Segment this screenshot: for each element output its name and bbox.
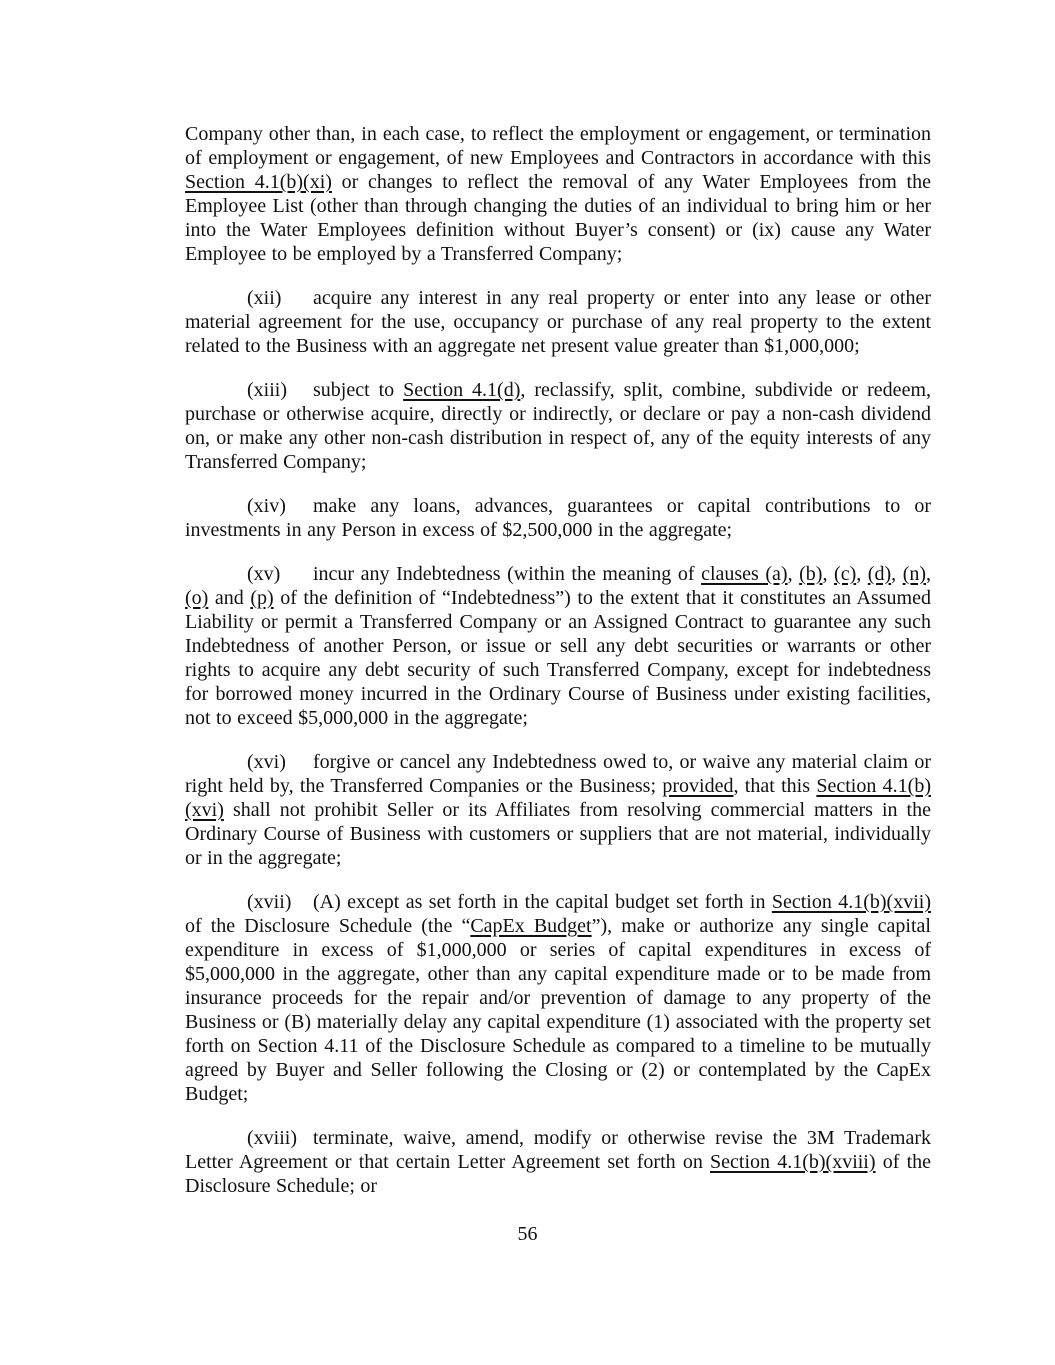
text-segment: of the Disclosure Schedule; or — [185, 1151, 932, 1197]
paragraph-number: (xii) — [247, 287, 282, 309]
page-number: 56 — [517, 1223, 538, 1245]
text-segment: , — [787, 563, 800, 585]
text-segment: or changes to reflect the removal of any Water Employees from the Employee List (other than through changing the duties of an individual to bring him or her into the Water Employees definition without Buyer’s consent) or (ix) cause any Water Employee to be employed by a Transferred Company; — [185, 171, 931, 265]
text-segment: acquire any interest in any real property or enter into any lease or other material agreement for the use, occupancy or purchase of any real property to the extent related to the Business with an aggregate net present value greater than $1,000,000; — [185, 287, 931, 357]
paragraph-number: (xv) — [247, 563, 281, 585]
text-segment: make any loans, advances, guarantees or capital contributions to or investments in any Person in excess of $2,500,000 in the aggregate; — [185, 495, 931, 541]
text-segment: of the definition of “Indebtedness”) to the extent that it constitutes an Assumed Liability or permit a Transferred Company or an Assigned Contract to guarantee any such Indebtedness of another Person, or issue or sell any debt securities or warrants or other rights to acquire any debt security of such Transferred Company, except for indebtedness for borrowed money incurred in the Ordinary Course of Business under existing facilities, not to exceed $5,000,000 in the aggregate; — [185, 587, 931, 729]
underlined-reference: (p) — [250, 587, 274, 609]
paragraph-number: (xvii) — [247, 891, 292, 913]
numbered-paragraph — [185, 1126, 931, 1198]
text-segment: of the Disclosure Schedule (the “ — [185, 915, 471, 937]
text-segment: incur any Indebtedness (within the meaning of — [313, 563, 702, 585]
paragraph-number: (xviii) — [247, 1127, 297, 1149]
underlined-reference: (d) — [867, 563, 892, 585]
underlined-reference: Section 4.1(b)(xviii) — [710, 1151, 876, 1173]
text-segment: forgive or cancel any Indebtedness owed to, or waive any material claim or right held by, the Transferred Companies or the Business; — [185, 751, 931, 797]
underlined-reference: Section 4.1(b)(xvii) — [771, 891, 931, 913]
underlined-reference: provided — [662, 775, 734, 797]
document-body — [185, 122, 931, 1218]
text-segment: and — [208, 587, 251, 609]
underlined-reference: clauses (a) — [701, 563, 788, 585]
numbered-paragraph — [185, 286, 931, 358]
numbered-paragraph — [185, 750, 931, 870]
underlined-reference: (n) — [902, 563, 927, 585]
underlined-reference: Section 4.1(b)(xvi) — [185, 775, 932, 821]
underlined-reference: Section 4.1(b)(xi) — [185, 171, 332, 193]
numbered-paragraph — [185, 890, 931, 1106]
text-segment: terminate, waive, amend, modify or otherwise revise the 3M Trademark Letter Agreement or that certain Letter Agreement set forth on — [185, 1127, 931, 1173]
text-segment: , — [856, 563, 868, 585]
text-segment: ”), make or authorize any single capital expenditure in excess of $1,000,000 or series of capital expenditures in excess of $5,000,000 in the aggregate, other than any capital expenditure made or to be made from insurance proceeds for the repair and/or prevention of damage to any property of the Business or (B) materially delay any capital expenditure (1) associated with the property set forth on Section 4.11 of the Disclosure Schedule as compared to a timeline to be mutually agreed by Buyer and Seller following the Closing or (2) or contemplated by the CapEx Budget; — [185, 915, 931, 1105]
text-segment: , — [926, 563, 932, 585]
underlined-reference: (o) — [185, 587, 209, 609]
paragraph-number: (xvi) — [247, 751, 286, 773]
text-segment: , that this — [733, 775, 817, 797]
underlined-reference: (b) — [799, 563, 823, 585]
paragraph-number: (xiv) — [247, 495, 286, 517]
text-segment: shall not prohibit Seller or its Affiliates from resolving commercial matters in the Ordinary Course of Business with customers or suppliers that are not material, individually or in the aggregate; — [185, 799, 931, 869]
paragraph-number: (xiii) — [247, 379, 287, 401]
underlined-reference: CapEx Budget — [470, 915, 592, 937]
text-segment: Company other than, in each case, to reflect the employment or engagement, or termination of employment or engagement, of new Employees and Contractors in accordance with this — [185, 123, 931, 169]
text-segment: , — [891, 563, 903, 585]
underlined-reference: (c) — [834, 563, 857, 585]
numbered-paragraph — [185, 494, 931, 542]
text-segment: , reclassify, split, combine, subdivide or redeem, purchase or otherwise acquire, directly or indirectly, or declare or pay a non-cash dividend on, or make any other non-cash distribution in respect of, any of the equity interests of any Transferred Company; — [185, 379, 931, 473]
text-segment: (A) except as set forth in the capital budget set forth in — [313, 891, 772, 913]
text-segment: subject to — [313, 379, 404, 401]
text-segment: , — [822, 563, 835, 585]
continuation-paragraph — [185, 122, 931, 266]
numbered-paragraph — [185, 378, 931, 474]
numbered-paragraph — [185, 562, 931, 730]
underlined-reference: Section 4.1(d) — [403, 379, 521, 401]
